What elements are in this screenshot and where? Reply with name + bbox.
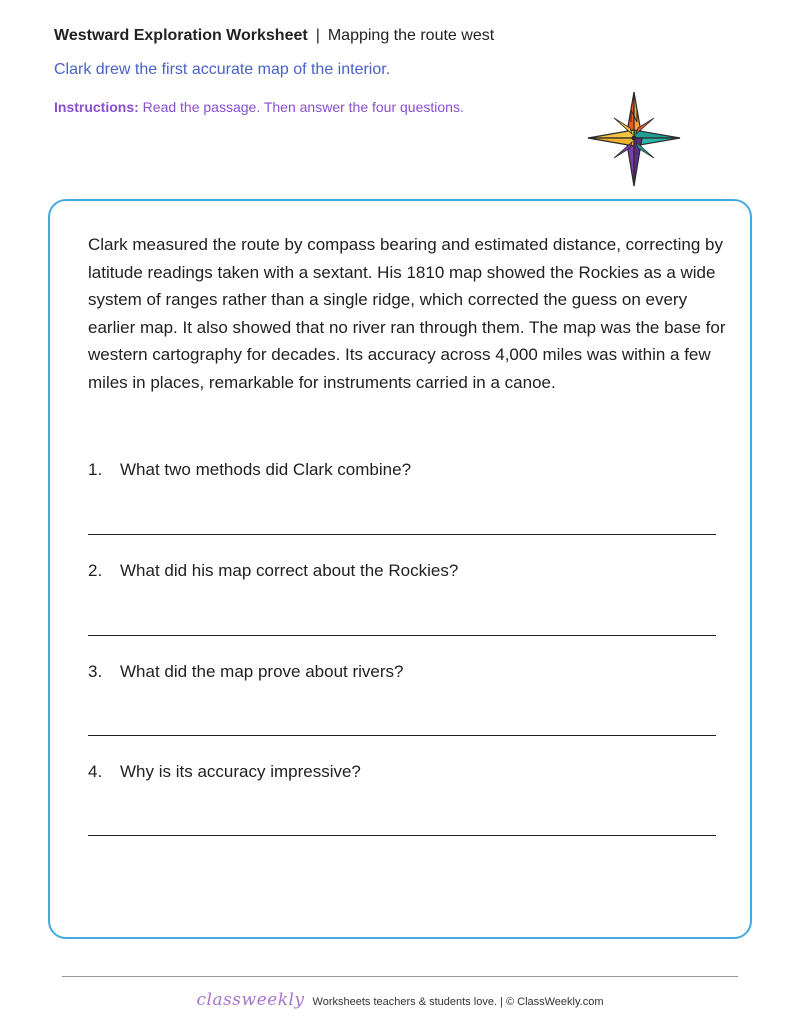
answer-line-3[interactable] [88,735,716,736]
worksheet-title: Westward Exploration Worksheet [54,27,308,44]
question-2 [88,561,458,581]
answer-line-1[interactable] [88,534,716,535]
compass-rose-icon [586,88,682,188]
worksheet-header [54,27,494,45]
brand-logo: classweekly [196,990,305,1010]
instructions [54,99,464,115]
footer [0,990,800,1010]
question-number: 1. [88,460,103,479]
answer-line-4[interactable] [88,835,716,836]
question-number: 2. [88,561,103,580]
question-number: 4. [88,762,103,781]
question-text: What did his map correct about the Rockies? [120,561,459,580]
footer-divider [62,976,738,977]
reading-passage: Clark measured the route by compass bearing and estimated distance, correcting by latitude readings taken with a sextant. His 1810 map showed the Rockies as a wide system of ranges rather than a single ridge, which corrected the guess on every earlier map. It also showed that no river ran through them. The map was the base for western cartography for decades. Its accuracy across 4,000 miles was within a few miles in places, remarkable for instruments carried in a canoe. [88,235,726,392]
question-text: What two methods did Clark combine? [120,460,412,479]
question-text: What did the map prove about rivers? [120,662,404,681]
footer-tagline: Worksheets teachers & students love. | © ClassWeekly.com [312,996,604,1008]
question-number: 3. [88,662,103,681]
answer-line-2[interactable] [88,635,716,636]
question-text: Why is its accuracy impressive? [120,762,361,781]
worksheet-subtitle: Mapping the route west [327,27,495,44]
header-separator: | [315,27,320,44]
question-3 [88,662,403,682]
instructions-text: Read the passage. Then answer the four questions. [142,99,464,115]
question-1 [88,460,411,480]
instructions-label: Instructions: [54,99,139,115]
passage-card [48,199,752,939]
question-4 [88,762,361,782]
worksheet-tagline: Clark drew the first accurate map of the interior. [54,61,391,78]
